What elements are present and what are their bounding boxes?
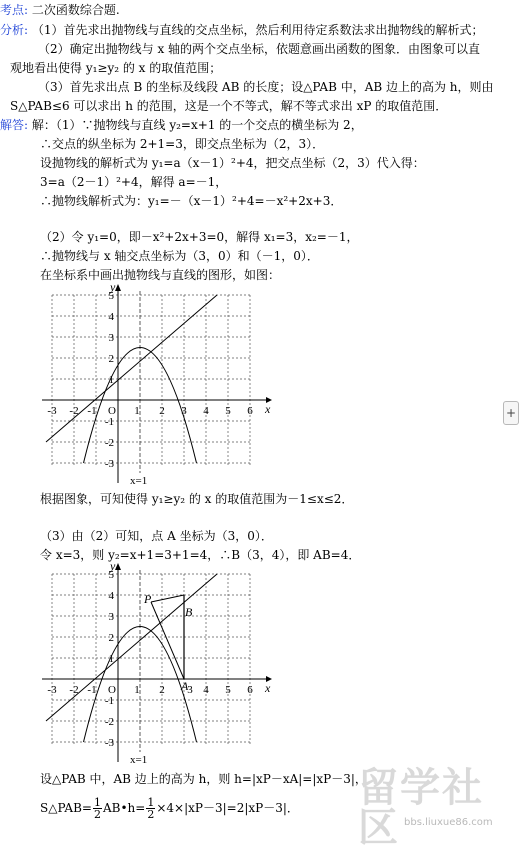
symmetry-label-1: x=1 (130, 475, 148, 487)
area-mid-2: ×4×|xP－3|=2|xP－3|． (156, 801, 299, 815)
grid-1 (52, 295, 250, 465)
x-axis-label-1: x (265, 402, 271, 416)
y-tick-label: -1 (104, 416, 114, 428)
jieda-p2-l4: 根据图象，可知使得 y₁≥y₂ 的 x 的取值范围为－1≤x≤2． (40, 492, 354, 506)
y-tick-label: -2 (104, 437, 114, 449)
jieda-p1-l4: 3=a（2－1）²+4，解得 a=－1， (40, 175, 228, 189)
watermark-url: bbs.liuxue86.com (404, 817, 493, 828)
y-tick-label: 1 (108, 374, 114, 386)
y-axis-arrow-2 (115, 563, 121, 570)
x-tick-label: 5 (225, 405, 231, 417)
fraction-half-2 (146, 797, 155, 820)
fenxi-text-1: （1）首先求出抛物线与直线的交点坐标，然后利用待定系数法求出抛物线的解析式； (31, 23, 484, 37)
x-tick-label: 6 (247, 405, 253, 417)
y-tick-label: 4 (108, 590, 114, 602)
area-lhs: S△PAB= (40, 801, 92, 815)
y-tick-label: -1 (104, 695, 114, 707)
point-a-label: A (181, 679, 189, 693)
watermark-text: 留学社区 (358, 765, 484, 851)
x-tick-label: 2 (159, 684, 165, 696)
origin-label: O (108, 405, 116, 417)
x-tick-label: 3 (187, 684, 193, 696)
line-y2-2 (46, 574, 217, 721)
x-tick-label: -2 (69, 405, 79, 417)
jieda-p2-l2: ∴抛物线与 x 轴交点坐标为（3，0）和（－1，0）． (40, 249, 319, 263)
x-tick-label: -3 (47, 405, 57, 417)
fenxi-line-5: S△PAB≤6 可以求出 h 的范围，这是一个不等式，解不等式求出 xP 的取值范围． (10, 99, 448, 113)
y-tick-label: 5 (108, 569, 114, 581)
x-tick-labels-2 (47, 684, 253, 696)
fraction-numerator: 1 (147, 796, 155, 809)
x-tick-label: 1 (134, 684, 140, 696)
symmetry-label-2: x=1 (130, 754, 148, 766)
x-tick-label: -2 (69, 684, 79, 696)
kaodian-tag: 考点: (0, 3, 29, 17)
segment-pa (151, 602, 184, 679)
y-tick-label: 4 (108, 311, 114, 323)
jieda-p3-l1: （3）由（2）可知，点 A 坐标为（3，0）． (40, 529, 273, 543)
jieda-p1-l2: ∴交点的纵坐标为 2+1=3，即交点坐标为（2，3）． (40, 137, 325, 151)
line-y2-1 (46, 295, 217, 442)
kaodian-line (0, 4, 120, 16)
fenxi-line-4: （3）首先求出点 B 的坐标及线段 AB 的长度；设△PAB 中，AB 边上的高为 h，则由 (38, 80, 494, 94)
point-b-label: B (185, 605, 193, 619)
fenxi-tag: 分析: (0, 23, 29, 37)
jieda-p3-l2: 令 x=3，则 y₂=x+1=3+1=4，∴B（3，4），即 AB=4． (40, 548, 361, 562)
y-tick-label: 5 (108, 290, 114, 302)
y-tick-label: -3 (104, 737, 114, 749)
x-tick-label: -1 (87, 684, 97, 696)
x-axis-label-2: x (265, 681, 271, 695)
y-axis-label-2: y (110, 562, 116, 573)
x-tick-label: 4 (203, 684, 209, 696)
y-tick-label: 2 (108, 632, 114, 644)
x-tick-labels-1 (47, 405, 253, 417)
y-tick-label: 2 (108, 353, 114, 365)
y-axis-label-1: y (110, 283, 116, 294)
y-axis-arrow-1 (115, 284, 121, 291)
y-tick-label: 3 (108, 611, 114, 623)
watermark-logo (352, 765, 522, 851)
jieda-line-1 (0, 119, 363, 131)
segment-pb (151, 595, 184, 602)
x-tick-label: 4 (203, 405, 209, 417)
fraction-denominator: 2 (147, 808, 155, 821)
fenxi-line-2: （2）确定出抛物线与 x 轴的两个交点坐标，依题意画出函数的图象．由图象可以直 (38, 42, 481, 56)
y-tick-label: 1 (108, 653, 114, 665)
fraction-numerator: 1 (93, 796, 101, 809)
jieda-p2-l1: （2）令 y₁=0，即－x²+2x+3=0，解得 x₁=3，x₂=－1， (40, 230, 359, 244)
expand-plus-button[interactable]: + (503, 401, 519, 425)
x-tick-label: 6 (247, 684, 253, 696)
x-tick-label: 1 (134, 405, 140, 417)
jieda-p1-l5: ∴抛物线解析式为：y₁=－（x－1）²+4=－x²+2x+3． (40, 194, 343, 208)
fraction-half-1 (93, 797, 102, 820)
graph-1 (40, 283, 275, 488)
x-tick-label: 3 (181, 405, 187, 417)
y-tick-label: -3 (104, 458, 114, 470)
jieda-p1-l1: 解：（1）∵抛物线与直线 y₂=x+1 的一个交点的横坐标为 2， (31, 118, 363, 132)
jieda-tag: 解答: (0, 118, 29, 132)
x-tick-label: 5 (225, 684, 231, 696)
jieda-p3-l4 (40, 797, 299, 820)
jieda-p1-l3: 设抛物线的解析式为 y₁=a（x－1）²+4，把交点坐标（2，3）代入得： (40, 156, 425, 170)
x-tick-label: -3 (47, 684, 57, 696)
fenxi-line-1 (0, 24, 484, 36)
fenxi-line-3: 观地看出使得 y₁≥y₂ 的 x 的取值范围； (10, 61, 222, 75)
origin-label: O (108, 684, 116, 696)
kaodian-text: 二次函数综合题. (31, 3, 120, 17)
x-tick-label: 2 (159, 405, 165, 417)
fraction-denominator: 2 (93, 808, 101, 821)
jieda-p2-l3: 在坐标系中画出抛物线与直线的图形，如图： (40, 268, 281, 282)
x-tick-label: -1 (87, 405, 97, 417)
point-p-label: P (144, 592, 152, 606)
graph-2 (40, 562, 275, 767)
y-tick-labels-1 (105, 290, 115, 470)
area-mid-1: AB•h= (102, 801, 146, 815)
jieda-p3-l3: 设△PAB 中，AB 边上的高为 h，则 h=|xP－xA|=|xP－3|， (40, 772, 367, 786)
y-tick-labels-2 (105, 569, 115, 749)
y-tick-label: 3 (108, 332, 114, 344)
y-tick-label: -2 (104, 716, 114, 728)
